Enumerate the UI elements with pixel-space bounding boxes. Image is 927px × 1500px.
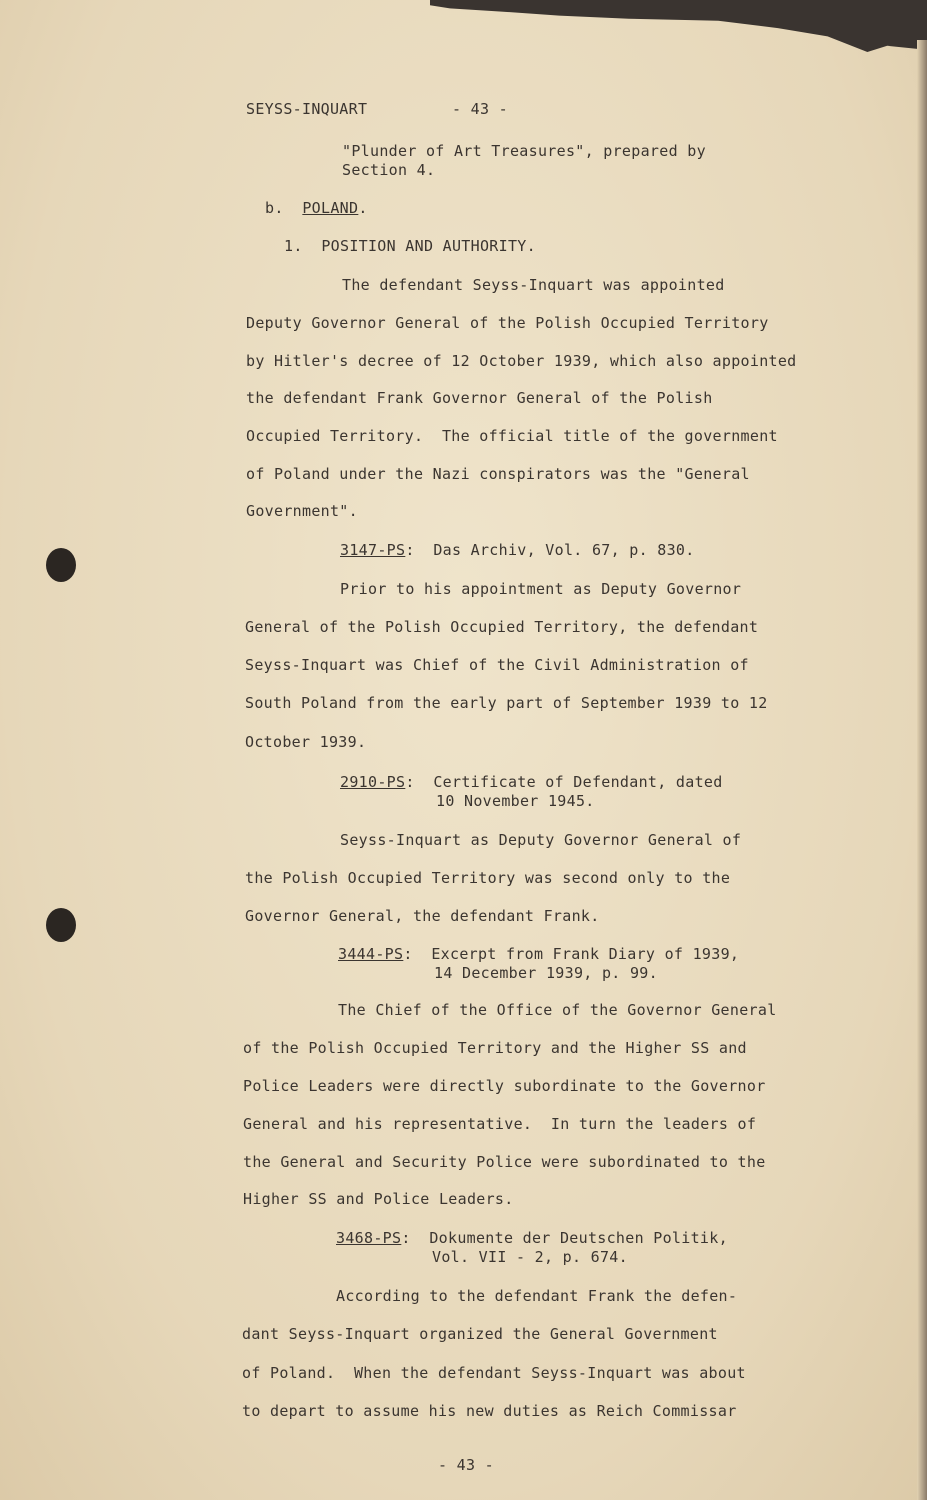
paragraph-line: Seyss-Inquart as Deputy Governor General of xyxy=(340,831,742,849)
citation-text: 10 November 1945. xyxy=(436,792,595,810)
citation-doc-id: 3147-PS xyxy=(340,541,406,559)
citation-text: : Certificate of Defendant, dated xyxy=(405,773,723,791)
paragraph-line: of the Polish Occupied Territory and the Higher SS and xyxy=(243,1039,747,1057)
paragraph-line: the defendant Frank Governor General of the Polish xyxy=(246,389,713,407)
paragraph-line: The Chief of the Office of the Governor General xyxy=(338,1001,777,1019)
paragraph-line: Government". xyxy=(246,502,358,520)
citation-doc-id: 3468-PS xyxy=(336,1229,402,1247)
paragraph-line: General of the Polish Occupied Territory, the defendant xyxy=(245,618,759,636)
paragraph-line: Prior to his appointment as Deputy Governor xyxy=(340,580,742,598)
citation-doc-id: 3444-PS xyxy=(338,945,404,963)
punch-hole-icon xyxy=(46,908,76,942)
torn-corner xyxy=(430,0,927,52)
paragraph-line: General and his representative. In turn the leaders of xyxy=(243,1115,757,1133)
citation-text: 14 December 1939, p. 99. xyxy=(434,964,658,982)
paragraph-line: the Polish Occupied Territory was second only to the xyxy=(245,869,731,887)
paragraph-line: October 1939. xyxy=(245,733,367,751)
citation xyxy=(336,1229,728,1248)
citation-text: Vol. VII - 2, p. 674. xyxy=(432,1248,628,1266)
running-header: SEYSS-INQUART xyxy=(246,100,368,118)
intro-reference-line: Section 4. xyxy=(342,161,436,179)
section-suffix: . xyxy=(358,199,368,217)
paragraph-line: to depart to assume his new duties as Reich Commissar xyxy=(242,1402,737,1420)
citation-text: : Excerpt from Frank Diary of 1939, xyxy=(403,945,740,963)
header-page-number: - 43 - xyxy=(452,100,508,118)
paragraph-line: Seyss-Inquart was Chief of the Civil Administration of xyxy=(245,656,749,674)
citation-text: : Dokumente der Deutschen Politik, xyxy=(401,1229,728,1247)
paragraph-line: of Poland under the Nazi conspirators was the "General xyxy=(246,465,750,483)
paragraph-line: Police Leaders were directly subordinate to the Governor xyxy=(243,1077,766,1095)
section-prefix: b. xyxy=(265,199,284,217)
punch-hole-icon xyxy=(46,548,76,582)
paragraph-line: by Hitler's decree of 12 October 1939, which also appointed xyxy=(246,352,797,370)
paragraph-line: Occupied Territory. The official title of the government xyxy=(246,427,778,445)
section-title: POLAND xyxy=(302,199,359,217)
citation-text: : Das Archiv, Vol. 67, p. 830. xyxy=(405,541,695,559)
paragraph-line: South Poland from the early part of September 1939 to 12 xyxy=(245,694,768,712)
paragraph-line: the General and Security Police were subordinated to the xyxy=(243,1153,766,1171)
citation-doc-id: 2910-PS xyxy=(340,773,406,791)
citation xyxy=(338,945,739,964)
paragraph-line: dant Seyss-Inquart organized the General Government xyxy=(242,1325,718,1343)
citation xyxy=(340,773,723,792)
intro-reference-line: "Plunder of Art Treasures", prepared by xyxy=(342,142,706,160)
page-edge xyxy=(917,40,927,1500)
citation xyxy=(340,541,695,560)
subsection-heading: 1. POSITION AND AUTHORITY. xyxy=(284,237,536,255)
paragraph-line: Higher SS and Police Leaders. xyxy=(243,1190,514,1208)
paragraph-line: According to the defendant Frank the defen- xyxy=(336,1287,738,1305)
section-heading xyxy=(265,199,368,218)
paragraph-line: of Poland. When the defendant Seyss-Inquart was about xyxy=(242,1364,746,1382)
paragraph-line: The defendant Seyss-Inquart was appointed xyxy=(342,276,725,294)
paragraph-line: Deputy Governor General of the Polish Occupied Territory xyxy=(246,314,769,332)
paragraph-line: Governor General, the defendant Frank. xyxy=(245,907,600,925)
footer-page-number: - 43 - xyxy=(438,1456,494,1474)
